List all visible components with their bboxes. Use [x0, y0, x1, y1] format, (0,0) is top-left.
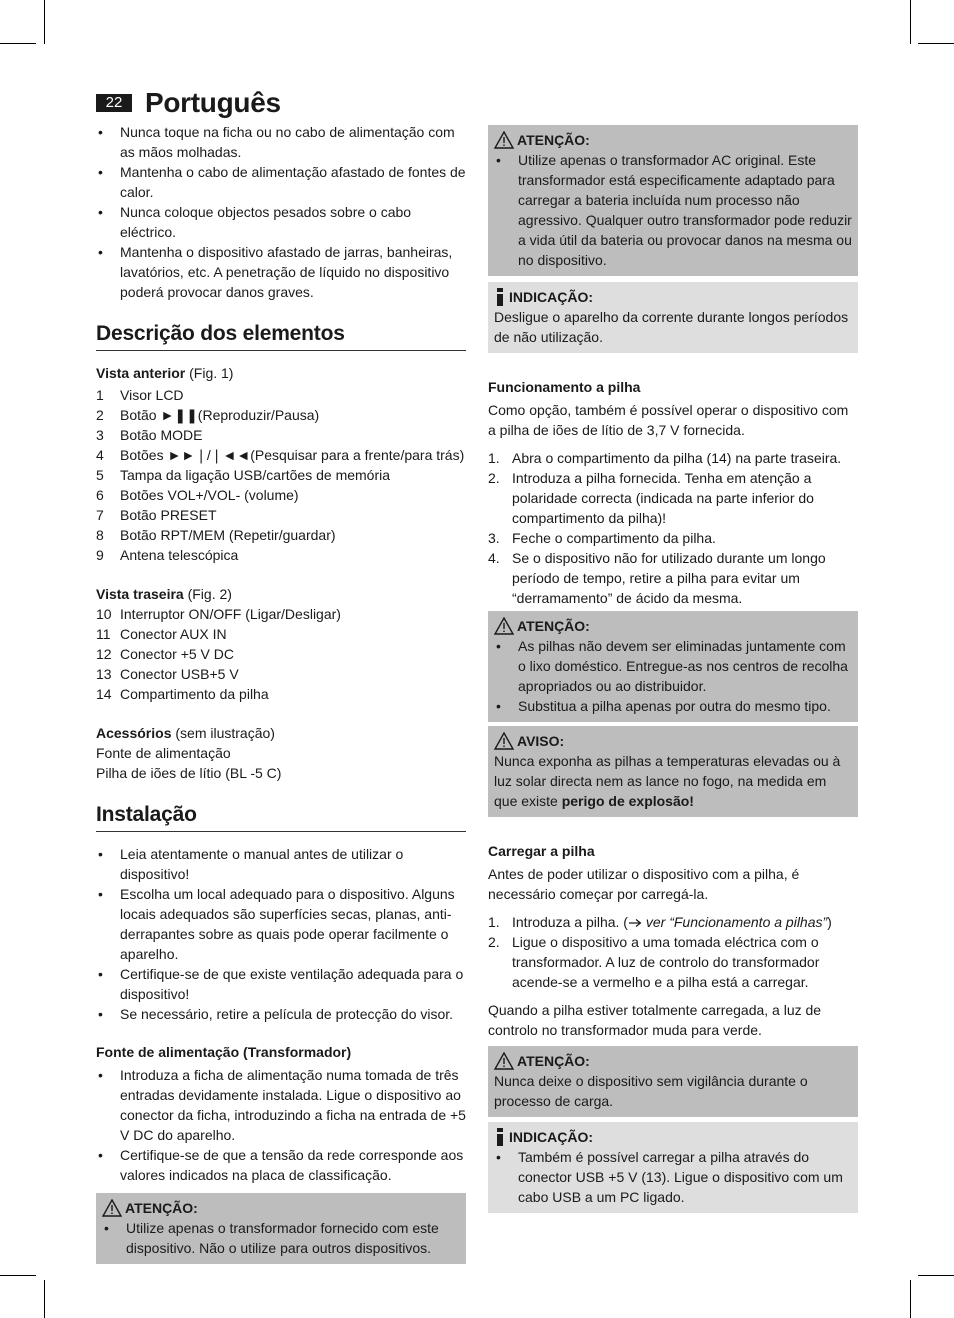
list-item: 3. Feche o compartimento da pilha.: [488, 530, 716, 546]
list-item: 9 Antena telescópica: [96, 547, 239, 563]
info-title: INDICAÇÃO:: [509, 1129, 593, 1145]
warning-text: Nunca deixe o dispositivo sem vigilância durante o processo de carga.: [494, 1073, 808, 1109]
page-header: [96, 86, 281, 120]
accessory-line: Fonte de alimentação: [96, 745, 231, 761]
list-item: 12 Conector +5 V DC: [96, 646, 234, 662]
list-item: 10 Interruptor ON/OFF (Ligar/Desligar): [96, 606, 341, 622]
warning-title: ATENÇÃO:: [517, 618, 590, 634]
paragraph: Como opção, também é possível operar o dispositivo com a pilha de iões de lítio de 3,7 V fornecida.: [488, 402, 849, 438]
crop-mark: [910, 1280, 911, 1318]
subheading-charging: Carregar a pilha: [488, 843, 595, 859]
left-column: [96, 122, 466, 1264]
accessories-label: Acessórios (sem ilustração): [96, 725, 275, 741]
hazard-text: Nunca exponha as pilhas a temperaturas elevadas ou à luz solar directa nem as lance no fogo, na medida em que existe perigo de explosão!: [494, 753, 841, 809]
section-heading-description: Descrição dos elementos: [96, 324, 466, 351]
installation-list: [96, 844, 466, 1024]
warning-icon: [102, 1199, 122, 1217]
list-item: 1. Abra o compartimento da pilha (14) na parte traseira.: [488, 450, 842, 466]
section-heading-installation: Instalação: [96, 805, 466, 832]
paragraph: Antes de poder utilizar o dispositivo com a pilha, é necessário começar por carregá-la.: [488, 866, 800, 902]
warning-title: ATENÇÃO:: [125, 1200, 198, 1216]
list-item: 4. Se o dispositivo não for utilizado durante um longo período de tempo, retire a pilha para evitar um “derramamento” de ácido da mesma.: [488, 550, 826, 606]
arrow-right-icon: [628, 918, 642, 928]
warning-icon: [494, 617, 514, 635]
list-item: 13 Conector USB+5 V: [96, 666, 239, 682]
info-box: [488, 282, 858, 353]
info-box: [488, 1122, 858, 1213]
list-item: • Certifique-se de que a tensão da rede corresponde aos valores indicados na placa de classificação.: [96, 1145, 466, 1185]
subheading-battery-operation: Funcionamento a pilha: [488, 379, 641, 395]
charging-steps: [488, 912, 858, 992]
list-item: • Certifique-se de que existe ventilação adequada para o dispositivo!: [96, 964, 466, 1004]
list-item: • Escolha um local adequado para o dispositivo. Alguns locais adequados são superfícies secas, planas, anti-derrapantes sobre as quais pode operar facilmente o aparelho.: [96, 884, 466, 964]
crop-mark: [0, 1275, 36, 1276]
crop-mark: [44, 1280, 45, 1318]
hazard-title: AVISO:: [517, 733, 565, 749]
list-item: • Substitua a pilha apenas por outra do mesmo tipo.: [494, 696, 852, 716]
list-item: • Leia atentamente o manual antes de utilizar o dispositivo!: [96, 844, 466, 884]
warning-box: [96, 1193, 466, 1264]
list-item: 11 Conector AUX IN: [96, 626, 227, 642]
right-column: [488, 125, 858, 1213]
list-item: • Nunca toque na ficha ou no cabo de alimentação com as mãos molhadas.: [96, 122, 466, 162]
crop-mark: [910, 0, 911, 44]
page-title: Português: [145, 87, 281, 118]
warning-icon: [494, 732, 514, 750]
crop-mark: [0, 43, 36, 44]
list-item: • Também é possível carregar a pilha através do conector USB +5 V (13). Ligue o dispositivo com um cabo USB a um PC ligado.: [494, 1147, 852, 1207]
list-item: • Utilize apenas o transformador AC original. Este transformador está especificamente adaptado para carregar a bateria incluída num processo não agressivo. Qualquer outro transformador pode reduzir a vida útil da bateria ou provocar danos na mesma ou no dispositivo.: [494, 150, 852, 270]
list-item: 1 Visor LCD: [96, 387, 184, 403]
crop-mark: [44, 0, 45, 44]
info-icon: [494, 288, 506, 306]
list-item: 8 Botão RPT/MEM (Repetir/guardar): [96, 527, 336, 543]
list-item: • Nunca coloque objectos pesados sobre o cabo eléctrico.: [96, 202, 466, 242]
list-item: • Utilize apenas o transformador fornecido com este dispositivo. Não o utilize para outros dispositivos.: [102, 1218, 460, 1258]
page-number: 22: [96, 94, 132, 112]
list-item: • Mantenha o dispositivo afastado de jarras, banheiras, lavatórios, etc. A penetração de líquido no dispositivo poderá provocar danos graves.: [96, 242, 466, 302]
warning-box: [488, 611, 858, 722]
info-title: INDICAÇÃO:: [509, 289, 593, 305]
front-view-label: Vista anterior (Fig. 1): [96, 365, 234, 381]
warning-box: [488, 1046, 858, 1117]
warning-icon: [494, 131, 514, 149]
crop-mark: [918, 43, 954, 44]
safety-list: [96, 122, 466, 302]
subheading-power-supply: Fonte de alimentação (Transformador): [96, 1044, 352, 1060]
list-item: • Se necessário, retire a película de protecção do visor.: [96, 1004, 466, 1024]
list-item: 7 Botão PRESET: [96, 507, 217, 523]
crop-mark: [918, 1275, 954, 1276]
list-item: 4 Botões ►►❘/❘◄◄(Pesquisar para a frente/para trás): [96, 447, 465, 463]
accessory-line: Pilha de iões de lítio (BL -5 C): [96, 765, 282, 781]
rear-elements-list: [96, 604, 466, 704]
list-item: 2. Ligue o dispositivo a uma tomada eléctrica com o transformador. A luz de controlo do transformador acende-se a vermelho e a pilha está a carregar.: [488, 934, 820, 990]
list-item: • As pilhas não devem ser eliminadas juntamente com o lixo doméstico. Entregue-as nos centros de recolha apropriados ou ao distribuidor.: [494, 636, 852, 696]
hazard-box: [488, 726, 858, 817]
list-item: 1. Introduza a pilha. ( ver “Funcionamento a pilhas”): [488, 914, 832, 930]
warning-icon: [494, 1052, 514, 1070]
list-item: 3 Botão MODE: [96, 427, 203, 443]
list-item: 6 Botões VOL+/VOL- (volume): [96, 487, 299, 503]
list-item: 5 Tampa da ligação USB/cartões de memória: [96, 467, 391, 483]
rear-view-label: Vista traseira (Fig. 2): [96, 586, 232, 602]
paragraph: Quando a pilha estiver totalmente carregada, a luz de controlo no transformador muda para verde.: [488, 1002, 822, 1038]
list-item: • Introduza a ficha de alimentação numa tomada de três entradas devidamente instalada. Ligue o dispositivo ao conector da ficha, introduzindo a ficha na entrada de +5 V DC do aparelho.: [96, 1065, 466, 1145]
list-item: 14 Compartimento da pilha: [96, 686, 269, 702]
battery-steps: [488, 448, 858, 608]
warning-title: ATENÇÃO:: [517, 1053, 590, 1069]
warning-title: ATENÇÃO:: [517, 132, 590, 148]
list-item: • Mantenha o cabo de alimentação afastado de fontes de calor.: [96, 162, 466, 202]
info-icon: [494, 1128, 506, 1146]
list-item: 2. Introduza a pilha fornecida. Tenha em atenção a polaridade correcta (indicada na parte inferior do compartimento da pilha)!: [488, 470, 814, 526]
list-item: 2 Botão ►❚❚(Reproduzir/Pausa): [96, 407, 320, 423]
info-text: Desligue o aparelho da corrente durante longos períodos de não utilização.: [494, 309, 849, 345]
power-list: [96, 1065, 466, 1185]
warning-box: [488, 125, 858, 276]
front-elements-list: [96, 385, 466, 565]
